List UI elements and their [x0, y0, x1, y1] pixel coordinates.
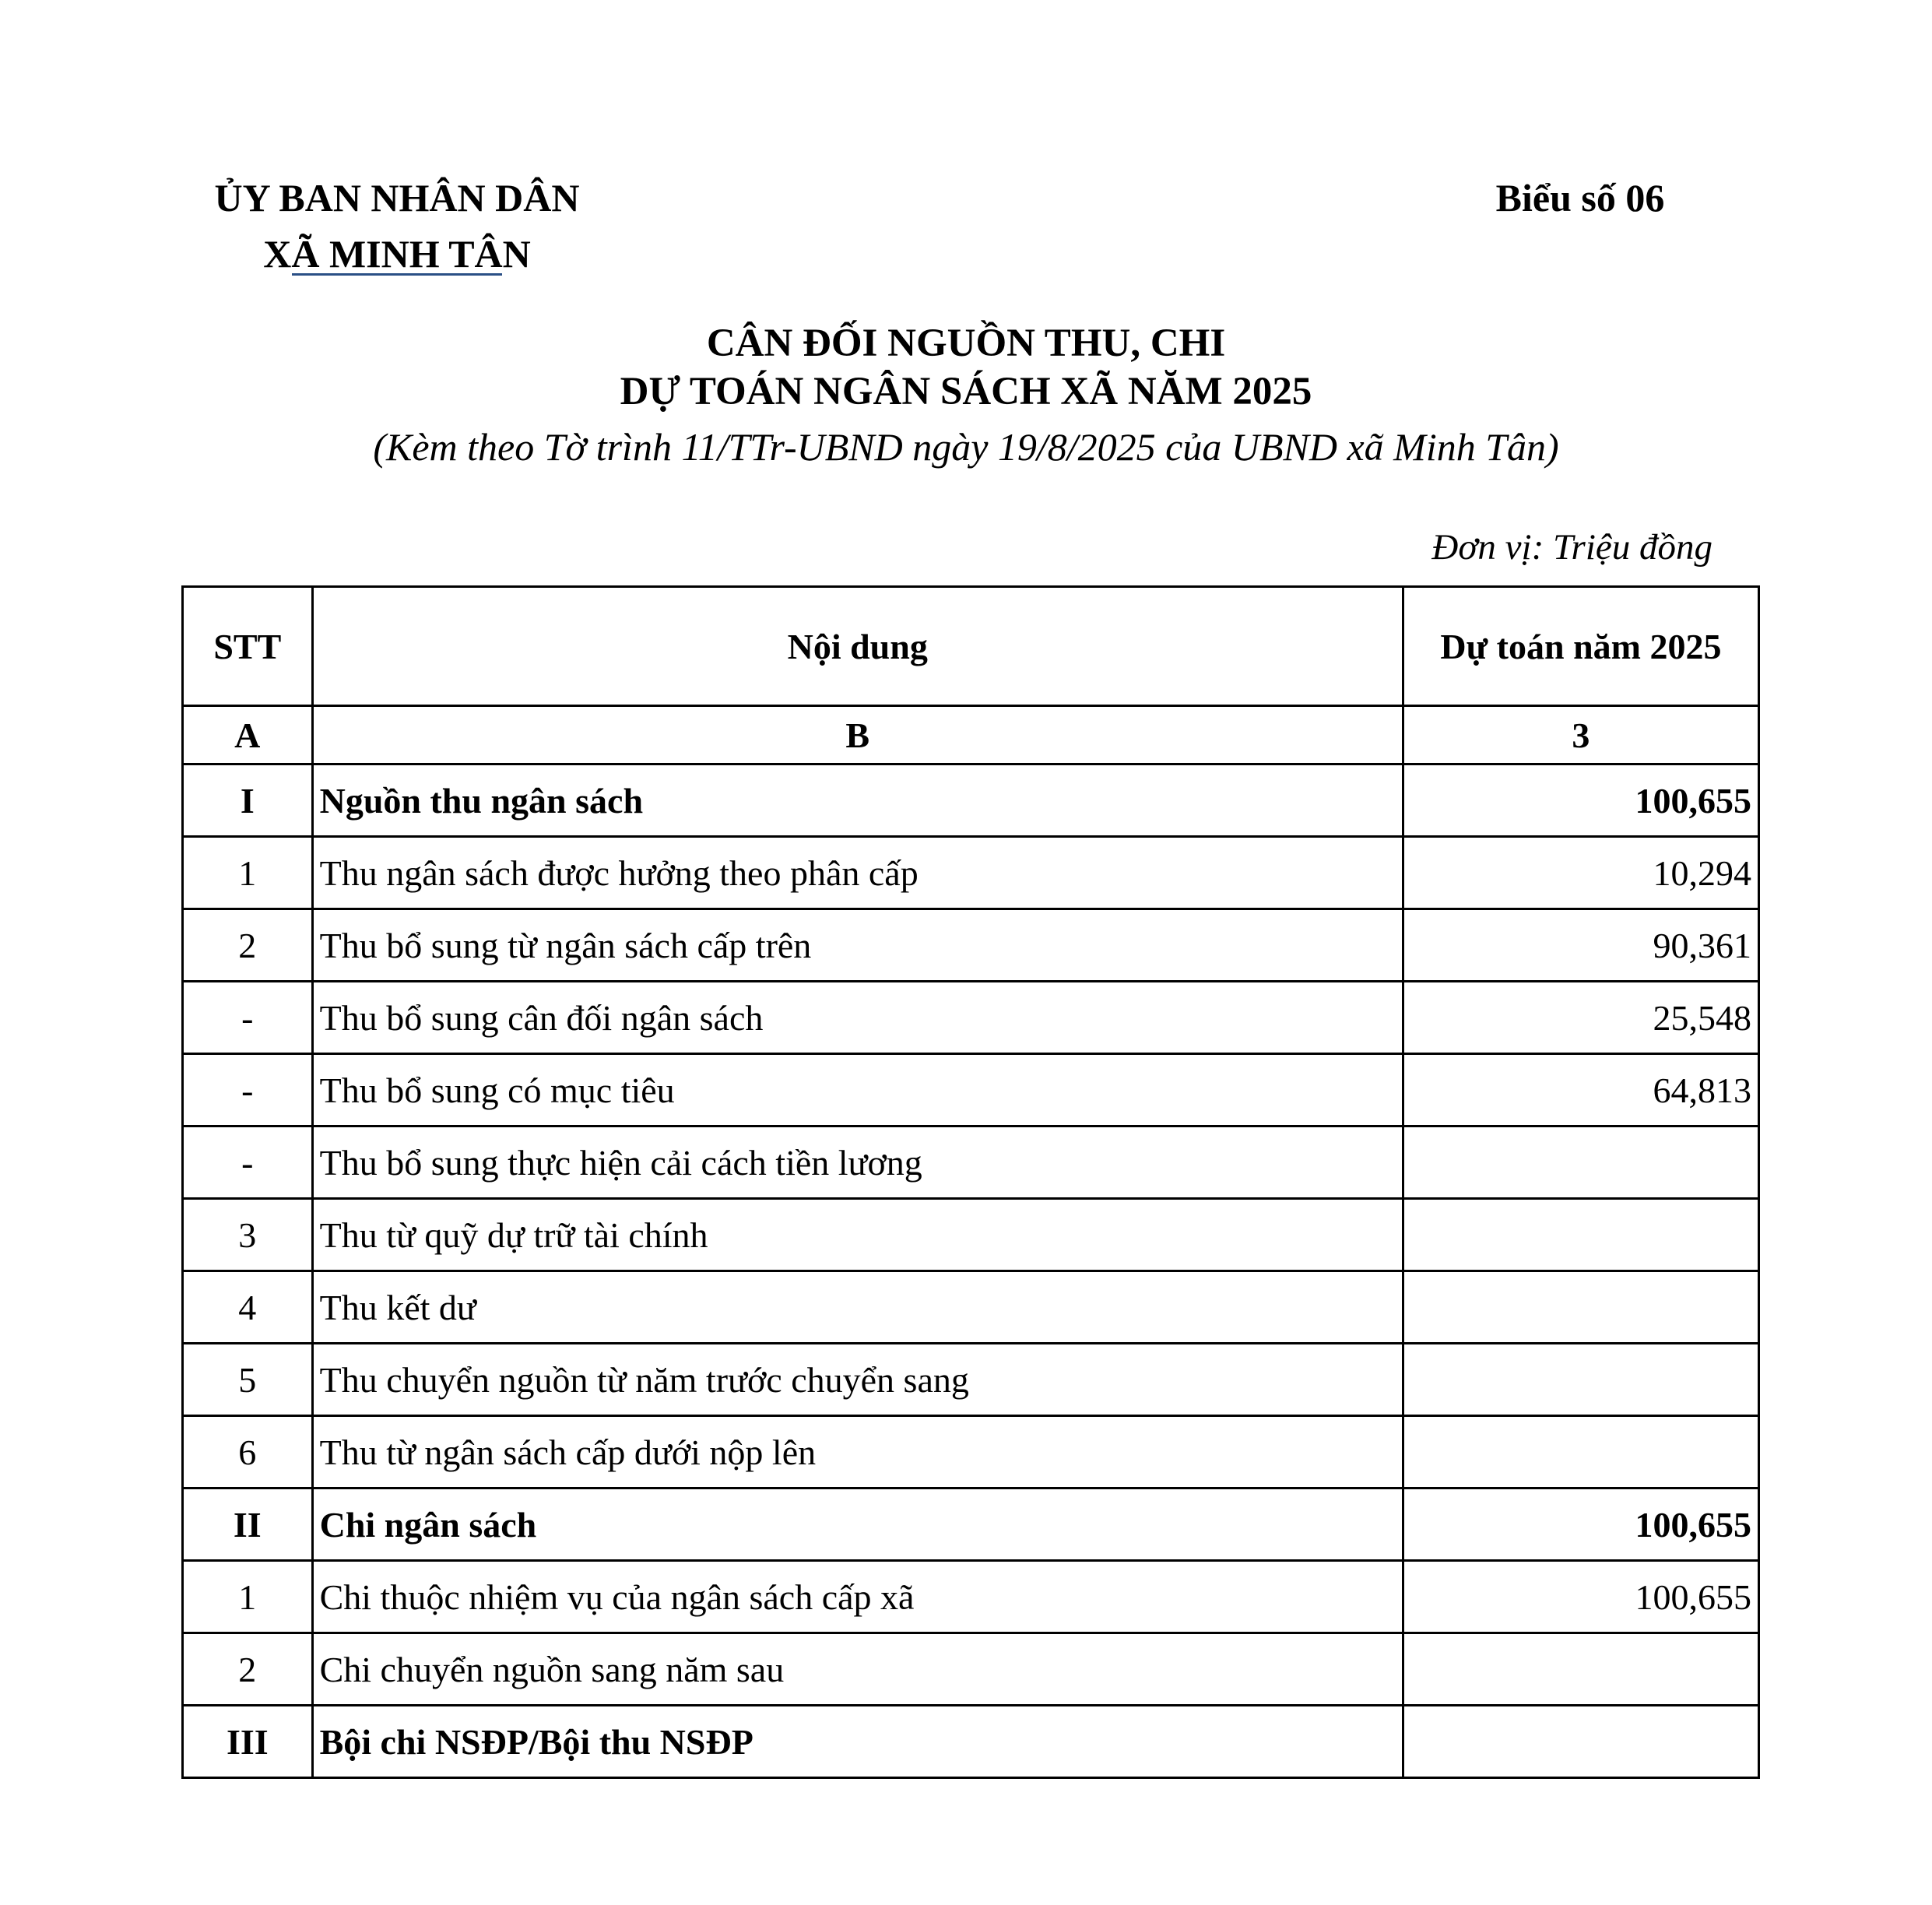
- row-stt-cell: 2: [183, 1633, 313, 1706]
- row-content-cell: Thu bổ sung từ ngân sách cấp trên: [312, 909, 1403, 982]
- row-stt-cell: -: [183, 1126, 313, 1199]
- row-content-cell: Thu kết dư: [312, 1271, 1403, 1344]
- unit-note: Đơn vị: Triệu đồng: [1431, 527, 1712, 568]
- table-row: [183, 1344, 1759, 1416]
- row-value-cell: [1403, 1706, 1758, 1778]
- row-stt-cell: -: [183, 982, 313, 1054]
- form-number: Biểu số 06: [1495, 176, 1665, 220]
- row-content-cell: Thu từ quỹ dự trữ tài chính: [312, 1199, 1403, 1271]
- table-row: [183, 1561, 1759, 1633]
- row-value-cell: 90,361: [1403, 909, 1758, 982]
- row-stt-cell: II: [183, 1489, 313, 1561]
- row-content-cell: Nguồn thu ngân sách: [312, 764, 1403, 837]
- column-code-row: [183, 706, 1759, 764]
- table-row: [183, 1489, 1759, 1561]
- row-stt-cell: -: [183, 1054, 313, 1126]
- table-row: [183, 1706, 1759, 1778]
- row-value-cell: 10,294: [1403, 837, 1758, 909]
- row-value-cell: 100,655: [1403, 1489, 1758, 1561]
- authority-line-2: XÃ MINH TÂN: [263, 232, 531, 276]
- table-row: [183, 837, 1759, 909]
- column-code-3: 3: [1403, 706, 1758, 764]
- authority-underline: [292, 273, 502, 276]
- document-title: [0, 319, 1932, 478]
- column-header-estimate: Dự toán năm 2025: [1403, 587, 1758, 706]
- authority-line-1: ỦY BAN NHÂN DÂN: [214, 176, 580, 220]
- row-value-cell: 64,813: [1403, 1054, 1758, 1126]
- table-row: [183, 1271, 1759, 1344]
- row-stt-cell: 1: [183, 837, 313, 909]
- issuing-authority: [179, 170, 615, 282]
- row-value-cell: 100,655: [1403, 764, 1758, 837]
- row-content-cell: Thu bổ sung có mục tiêu: [312, 1054, 1403, 1126]
- row-value-cell: [1403, 1199, 1758, 1271]
- row-stt-cell: 4: [183, 1271, 313, 1344]
- table-row: [183, 909, 1759, 982]
- row-content-cell: Chi chuyển nguồn sang năm sau: [312, 1633, 1403, 1706]
- column-header-stt: STT: [183, 587, 313, 706]
- title-line-2: DỰ TOÁN NGÂN SÁCH XÃ NĂM 2025: [620, 370, 1312, 413]
- row-stt-cell: 2: [183, 909, 313, 982]
- row-value-cell: [1403, 1271, 1758, 1344]
- row-content-cell: Chi thuộc nhiệm vụ của ngân sách cấp xã: [312, 1561, 1403, 1633]
- row-value-cell: [1403, 1633, 1758, 1706]
- row-stt-cell: 5: [183, 1344, 313, 1416]
- table-row: [183, 1199, 1759, 1271]
- row-stt-cell: III: [183, 1706, 313, 1778]
- row-value-cell: 25,548: [1403, 982, 1758, 1054]
- row-value-cell: [1403, 1126, 1758, 1199]
- row-content-cell: Bội chi NSĐP/Bội thu NSĐP: [312, 1706, 1403, 1778]
- row-value-cell: 100,655: [1403, 1561, 1758, 1633]
- row-stt-cell: 3: [183, 1199, 313, 1271]
- row-content-cell: Chi ngân sách: [312, 1489, 1403, 1561]
- column-code-a: A: [183, 706, 313, 764]
- table-header-row: [183, 587, 1759, 706]
- row-value-cell: [1403, 1416, 1758, 1489]
- table-row: [183, 764, 1759, 837]
- column-header-content: Nội dung: [312, 587, 1403, 706]
- table-row: [183, 982, 1759, 1054]
- row-stt-cell: 6: [183, 1416, 313, 1489]
- document-subtitle: (Kèm theo Tờ trình 11/TTr-UBND ngày 19/8/2025 của UBND xã Minh Tân): [373, 425, 1559, 469]
- row-stt-cell: I: [183, 764, 313, 837]
- row-content-cell: Thu từ ngân sách cấp dưới nộp lên: [312, 1416, 1403, 1489]
- row-stt-cell: 1: [183, 1561, 313, 1633]
- budget-table: [181, 585, 1760, 1779]
- row-content-cell: Thu bổ sung thực hiện cải cách tiền lương: [312, 1126, 1403, 1199]
- row-content-cell: Thu chuyển nguồn từ năm trước chuyển sang: [312, 1344, 1403, 1416]
- table-row: [183, 1633, 1759, 1706]
- row-value-cell: [1403, 1344, 1758, 1416]
- title-line-1: CÂN ĐỐI NGUỒN THU, CHI: [706, 322, 1226, 365]
- column-code-b: B: [312, 706, 1403, 764]
- row-content-cell: Thu bổ sung cân đối ngân sách: [312, 982, 1403, 1054]
- table-row: [183, 1416, 1759, 1489]
- table-row: [183, 1126, 1759, 1199]
- row-content-cell: Thu ngân sách được hưởng theo phân cấp: [312, 837, 1403, 909]
- table-row: [183, 1054, 1759, 1126]
